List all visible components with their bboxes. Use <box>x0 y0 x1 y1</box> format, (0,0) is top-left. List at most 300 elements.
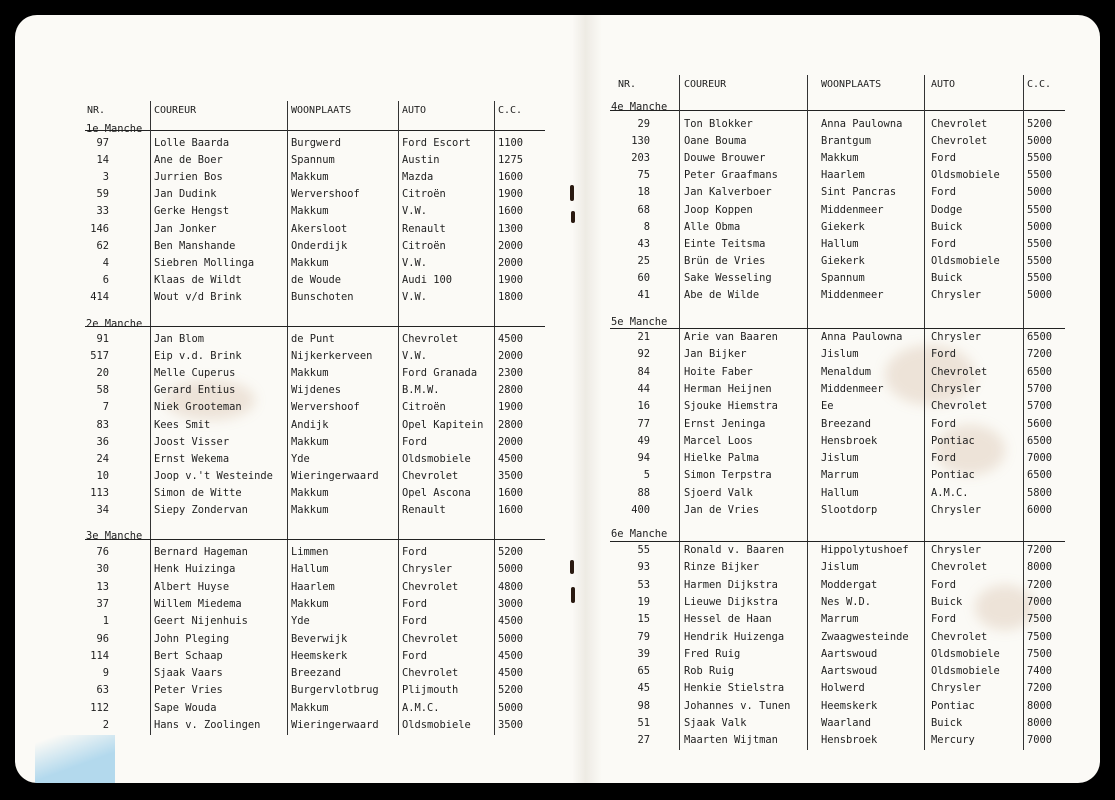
cell-woonplaats: Haarlem <box>291 580 335 593</box>
cell-cc: 5700 <box>1027 382 1053 395</box>
cell-nr: 58 <box>96 384 109 397</box>
cell-coureur: Douwe Brouwer <box>684 152 766 165</box>
cell-cc: 1600 <box>498 504 524 516</box>
cell-coureur: Lolle Baarda <box>154 137 230 149</box>
cell-cc: 1900 <box>498 401 524 414</box>
cell-nr: 63 <box>96 684 109 697</box>
cell-nr: 20 <box>96 367 109 380</box>
cell-nr: 4 <box>102 256 109 269</box>
cell-nr: 24 <box>96 452 109 465</box>
cell-woonplaats: Breezand <box>821 417 872 430</box>
cell-nr: 94 <box>637 452 650 465</box>
cell-cc: 7400 <box>1027 665 1053 678</box>
cell-nr: 9 <box>102 667 109 680</box>
cell-cc: 4800 <box>498 580 524 593</box>
cell-auto: Citroën <box>402 239 446 252</box>
cell-auto: Buick <box>931 595 963 608</box>
cell-cc: 4500 <box>498 615 524 628</box>
cell-nr: 79 <box>637 630 650 643</box>
cell-coureur: Alle Obma <box>684 220 741 233</box>
cell-coureur: Einte Teitsma <box>684 237 766 250</box>
cell-woonplaats: Andijk <box>291 418 329 431</box>
cell-cc: 5700 <box>1027 400 1053 413</box>
cell-nr: 7 <box>102 401 109 414</box>
cell-auto: Audi 100 <box>402 273 453 286</box>
cell-auto: Ford <box>931 452 957 465</box>
cell-coureur: Herman Heijnen <box>684 382 772 395</box>
cell-woonplaats: de Woude <box>291 273 342 286</box>
cell-coureur: Sjaak Valk <box>684 717 747 729</box>
cell-woonplaats: Zwaagwesteinde <box>821 630 909 643</box>
cell-cc: 2800 <box>498 418 524 431</box>
cell-coureur: Hessel de Haan <box>684 613 772 626</box>
cell-auto: Chevrolet <box>402 667 459 680</box>
cell-cc: 5600 <box>1027 417 1053 430</box>
cell-woonplaats: Jislum <box>821 348 859 361</box>
column-divider <box>287 101 288 735</box>
cell-nr: 49 <box>637 434 650 447</box>
cell-auto: Buick <box>931 717 963 729</box>
cell-coureur: Sape Wouda <box>154 701 217 714</box>
cell-woonplaats: Middenmeer <box>821 289 884 301</box>
cell-coureur: Ben Manshande <box>154 239 236 252</box>
cell-woonplaats: Spannum <box>291 154 335 167</box>
cell-auto: Chrysler <box>402 563 453 576</box>
cell-nr: 6 <box>102 273 109 286</box>
cell-coureur: Jan Kalverboer <box>684 186 772 199</box>
cell-auto: Pontiac <box>931 469 975 482</box>
cell-woonplaats: Heemskerk <box>291 649 348 662</box>
cell-coureur: Ernst Wekema <box>154 452 230 465</box>
cell-auto: Oldsmobiele <box>402 719 471 731</box>
cell-cc: 7200 <box>1027 682 1053 695</box>
cell-auto: B.M.W. <box>402 384 440 397</box>
cell-woonplaats: Wervershoof <box>291 401 360 414</box>
cell-woonplaats: Wervershoof <box>291 188 360 201</box>
cell-nr: 29 <box>637 118 650 130</box>
cell-coureur: Sjouke Hiemstra <box>684 400 778 413</box>
cell-nr: 30 <box>96 563 109 576</box>
cell-nr: 91 <box>96 333 109 345</box>
cell-auto: Ford Escort <box>402 137 471 149</box>
cell-auto: V.W. <box>402 290 428 303</box>
cell-nr: 97 <box>96 137 109 149</box>
cell-woonplaats: Makkum <box>291 435 329 448</box>
cell-nr: 76 <box>96 546 109 558</box>
cell-coureur: Jan de Vries <box>684 504 760 516</box>
column-divider <box>1023 75 1024 750</box>
cell-auto: Ford Granada <box>402 367 478 380</box>
cell-woonplaats: Makkum <box>291 701 329 714</box>
cell-coureur: Jan Bijker <box>684 348 747 361</box>
cell-cc: 1600 <box>498 205 524 218</box>
cell-coureur: Joost Visser <box>154 435 230 448</box>
cell-cc: 6000 <box>1027 504 1053 516</box>
cell-woonplaats: Hensbroek <box>821 734 878 747</box>
cell-cc: 5500 <box>1027 237 1053 250</box>
cell-cc: 3500 <box>498 719 524 731</box>
cell-coureur: Rob Ruig <box>684 665 735 678</box>
section-rule <box>85 539 545 540</box>
cell-cc: 8000 <box>1027 561 1053 574</box>
cell-nr: 13 <box>96 580 109 593</box>
cell-coureur: Ronald v. Baaren <box>684 544 785 556</box>
cell-nr: 34 <box>96 504 109 516</box>
cell-woonplaats: Sint Pancras <box>821 186 897 199</box>
cell-cc: 1900 <box>498 273 524 286</box>
cell-woonplaats: Breezand <box>291 667 342 680</box>
cell-auto: Ford <box>402 597 428 610</box>
cell-coureur: Simon Terpstra <box>684 469 772 482</box>
cell-coureur: Ton Blokker <box>684 118 753 130</box>
cell-auto: Chevrolet <box>931 365 988 378</box>
cell-coureur: Rinze Bijker <box>684 561 760 574</box>
cell-nr: 98 <box>637 699 650 712</box>
cell-auto: V.W. <box>402 350 428 363</box>
cell-coureur: Wout v/d Brink <box>154 290 242 303</box>
cell-woonplaats: Nes W.D. <box>821 595 872 608</box>
cell-woonplaats: Marrum <box>821 613 859 626</box>
cell-cc: 5000 <box>1027 289 1053 301</box>
cell-coureur: Hoite Faber <box>684 365 753 378</box>
cell-auto: Chrysler <box>931 682 982 695</box>
cell-auto: Chrysler <box>931 504 982 516</box>
cell-coureur: Abe de Wilde <box>684 289 760 301</box>
column-divider <box>807 75 808 750</box>
cell-cc: 5200 <box>1027 118 1053 130</box>
cell-woonplaats: Wieringerwaard <box>291 469 379 482</box>
cell-cc: 5500 <box>1027 271 1053 284</box>
cell-cc: 1600 <box>498 486 524 499</box>
cell-cc: 5000 <box>1027 135 1053 148</box>
cell-woonplaats: Wijdenes <box>291 384 342 397</box>
cell-woonplaats: Jislum <box>821 561 859 574</box>
cell-woonplaats: Middenmeer <box>821 382 884 395</box>
cell-cc: 1900 <box>498 188 524 201</box>
cell-cc: 5500 <box>1027 152 1053 165</box>
cell-nr: 55 <box>637 544 650 556</box>
cell-coureur: Bernard Hageman <box>154 546 248 558</box>
cell-cc: 1800 <box>498 290 524 303</box>
cell-woonplaats: Limmen <box>291 546 329 558</box>
cell-nr: 114 <box>90 649 109 662</box>
manche-label: 1e Manche <box>86 123 143 135</box>
cell-coureur: Sjaak Vaars <box>154 667 223 680</box>
cell-coureur: Geert Nijenhuis <box>154 615 248 628</box>
cell-coureur: Ane de Boer <box>154 154 223 167</box>
cell-auto: Chevrolet <box>402 469 459 482</box>
cell-auto: Ford <box>931 237 957 250</box>
cell-auto: Mazda <box>402 171 434 184</box>
cell-auto: Plijmouth <box>402 684 459 697</box>
cell-coureur: Jan Dudink <box>154 188 217 201</box>
cell-woonplaats: Slootdorp <box>821 504 878 516</box>
cell-cc: 5500 <box>1027 254 1053 267</box>
cell-auto: Chevrolet <box>931 630 988 643</box>
header-rule <box>85 130 545 131</box>
column-header-cc: C.C. <box>1027 79 1052 90</box>
cell-cc: 6500 <box>1027 331 1053 343</box>
column-header-nr: NR. <box>618 79 637 90</box>
cell-nr: 113 <box>90 486 109 499</box>
cell-cc: 7200 <box>1027 348 1053 361</box>
cell-woonplaats: Haarlem <box>821 169 865 182</box>
cell-nr: 1 <box>102 615 109 628</box>
column-header-woonplaats: WOONPLAATS <box>821 79 882 90</box>
cell-cc: 4500 <box>498 667 524 680</box>
cell-auto: Chevrolet <box>402 580 459 593</box>
cell-woonplaats: de Punt <box>291 333 335 345</box>
cell-cc: 5500 <box>1027 203 1053 216</box>
cell-woonplaats: Makkum <box>821 152 859 165</box>
cell-nr: 60 <box>637 271 650 284</box>
cell-nr: 2 <box>102 719 109 731</box>
left-page <box>15 15 572 783</box>
cell-woonplaats: Yde <box>291 615 310 628</box>
cell-cc: 5200 <box>498 684 524 697</box>
cell-nr: 130 <box>631 135 650 148</box>
cell-auto: Ford <box>402 435 428 448</box>
cell-auto: A.M.C. <box>402 701 440 714</box>
cell-coureur: Albert Huyse <box>154 580 230 593</box>
cell-coureur: Eip v.d. Brink <box>154 350 242 363</box>
cell-cc: 3500 <box>498 469 524 482</box>
manche-label: 2e Manche <box>86 318 143 330</box>
cell-auto: Ford <box>931 348 957 361</box>
cell-woonplaats: Makkum <box>291 256 329 269</box>
cell-nr: 203 <box>631 152 650 165</box>
cell-woonplaats: Brantgum <box>821 135 872 148</box>
cell-nr: 84 <box>637 365 650 378</box>
cell-auto: Ford <box>931 186 957 199</box>
cell-auto: Ford <box>402 546 428 558</box>
cell-coureur: Hans v. Zoolingen <box>154 719 261 731</box>
cell-woonplaats: Makkum <box>291 205 329 218</box>
cell-cc: 3000 <box>498 597 524 610</box>
cell-woonplaats: Hallum <box>821 486 859 499</box>
cell-auto: Ford <box>931 152 957 165</box>
section-rule <box>85 326 545 327</box>
cell-woonplaats: Makkum <box>291 367 329 380</box>
cell-nr: 15 <box>637 613 650 626</box>
cell-coureur: Brün de Vries <box>684 254 766 267</box>
cell-cc: 7000 <box>1027 595 1053 608</box>
column-header-nr: NR. <box>87 105 106 116</box>
right-page <box>572 15 1100 783</box>
cell-nr: 53 <box>637 578 650 591</box>
cell-cc: 5000 <box>498 632 524 645</box>
cell-auto: Oldsmobiele <box>931 647 1000 660</box>
cell-nr: 112 <box>90 701 109 714</box>
cell-coureur: Jan Blom <box>154 333 205 345</box>
cell-auto: Chevrolet <box>931 135 988 148</box>
cell-coureur: Jurrien Bos <box>154 171 223 184</box>
cell-cc: 2000 <box>498 239 524 252</box>
cell-nr: 68 <box>637 203 650 216</box>
document-sheet <box>15 15 1100 783</box>
cell-cc: 2000 <box>498 256 524 269</box>
cell-auto: Oldsmobiele <box>931 665 1000 678</box>
cell-coureur: Niek Grooteman <box>154 401 242 414</box>
cell-woonplaats: Giekerk <box>821 220 865 233</box>
cell-cc: 8000 <box>1027 699 1053 712</box>
cell-coureur: Hendrik Huizenga <box>684 630 785 643</box>
cell-coureur: Siebren Mollinga <box>154 256 255 269</box>
cell-woonplaats: Jislum <box>821 452 859 465</box>
cell-cc: 2800 <box>498 384 524 397</box>
cell-auto: Chrysler <box>931 382 982 395</box>
cell-auto: Chevrolet <box>402 632 459 645</box>
cell-coureur: Willem Miedema <box>154 597 242 610</box>
cell-nr: 62 <box>96 239 109 252</box>
cell-nr: 45 <box>637 682 650 695</box>
cell-auto: V.W. <box>402 256 428 269</box>
cell-coureur: Harmen Dijkstra <box>684 578 778 591</box>
cell-auto: Opel Ascona <box>402 486 471 499</box>
cell-nr: 77 <box>637 417 650 430</box>
cell-cc: 7500 <box>1027 630 1053 643</box>
cell-woonplaats: Beverwijk <box>291 632 348 645</box>
cell-auto: Pontiac <box>931 699 975 712</box>
column-divider <box>679 75 680 750</box>
cell-woonplaats: Marrum <box>821 469 859 482</box>
cell-coureur: Simon de Witte <box>154 486 242 499</box>
cell-nr: 400 <box>631 504 650 516</box>
cell-auto: Chevrolet <box>931 118 988 130</box>
cell-nr: 146 <box>90 222 109 235</box>
cell-nr: 18 <box>637 186 650 199</box>
cell-woonplaats: Aartswoud <box>821 647 878 660</box>
manche-label: 4e Manche <box>611 101 668 113</box>
cell-auto: Ford <box>931 578 957 591</box>
cell-auto: Oldsmobiele <box>931 169 1000 182</box>
cell-auto: Ford <box>931 613 957 626</box>
cell-auto: Buick <box>931 271 963 284</box>
cell-cc: 5000 <box>498 701 524 714</box>
cell-cc: 1600 <box>498 171 524 184</box>
cell-nr: 37 <box>96 597 109 610</box>
cell-nr: 43 <box>637 237 650 250</box>
column-divider <box>924 75 925 750</box>
cell-cc: 5000 <box>1027 220 1053 233</box>
column-header-woonplaats: WOONPLAATS <box>291 105 352 116</box>
cell-cc: 4500 <box>498 452 524 465</box>
section-rule <box>610 541 1065 542</box>
cell-cc: 5000 <box>1027 186 1053 199</box>
cell-cc: 7000 <box>1027 734 1053 747</box>
cell-cc: 5800 <box>1027 486 1053 499</box>
cell-cc: 1300 <box>498 222 524 235</box>
cell-coureur: Joop Koppen <box>684 203 753 216</box>
cell-auto: Ford <box>931 417 957 430</box>
cell-coureur: Klaas de Wildt <box>154 273 242 286</box>
cell-nr: 8 <box>643 220 650 233</box>
cell-nr: 39 <box>637 647 650 660</box>
cell-cc: 4500 <box>498 333 524 345</box>
cell-woonplaats: Yde <box>291 452 310 465</box>
cell-coureur: Lieuwe Dijkstra <box>684 595 778 608</box>
cell-coureur: Maarten Wijtman <box>684 734 778 747</box>
cell-woonplaats: Onderdijk <box>291 239 348 252</box>
cell-auto: Dodge <box>931 203 963 216</box>
cell-woonplaats: Nijkerkerveen <box>291 350 373 363</box>
cell-auto: V.W. <box>402 205 428 218</box>
cell-coureur: Arie van Baaren <box>684 331 778 343</box>
cell-nr: 16 <box>637 400 650 413</box>
cell-nr: 59 <box>96 188 109 201</box>
cell-nr: 36 <box>96 435 109 448</box>
cell-woonplaats: Akersloot <box>291 222 348 235</box>
cell-coureur: Sjoerd Valk <box>684 486 753 499</box>
cell-cc: 2300 <box>498 367 524 380</box>
cell-cc: 6500 <box>1027 434 1053 447</box>
cell-cc: 7500 <box>1027 647 1053 660</box>
cell-woonplaats: Holwerd <box>821 682 865 695</box>
cell-coureur: Ernst Jeninga <box>684 417 766 430</box>
cell-nr: 83 <box>96 418 109 431</box>
cell-woonplaats: Hippolytushoef <box>821 544 909 556</box>
cell-coureur: Sake Wesseling <box>684 271 772 284</box>
column-divider <box>150 101 151 735</box>
cell-coureur: Jan Jonker <box>154 222 217 235</box>
cell-cc: 6500 <box>1027 365 1053 378</box>
column-header-auto: AUTO <box>402 105 427 116</box>
cell-auto: Oldsmobiele <box>931 254 1000 267</box>
cell-coureur: Hielke Palma <box>684 452 760 465</box>
column-header-cc: C.C. <box>498 105 523 116</box>
cell-woonplaats: Hallum <box>291 563 329 576</box>
cell-coureur: Johannes v. Tunen <box>684 699 791 712</box>
cell-nr: 88 <box>637 486 650 499</box>
cell-auto: Chevrolet <box>931 561 988 574</box>
cell-cc: 5500 <box>1027 169 1053 182</box>
cell-coureur: Peter Vries <box>154 684 223 697</box>
cell-auto: Buick <box>931 220 963 233</box>
cell-cc: 7200 <box>1027 578 1053 591</box>
cell-coureur: Oane Bouma <box>684 135 747 148</box>
cell-cc: 8000 <box>1027 717 1053 729</box>
cell-auto: Citroën <box>402 188 446 201</box>
cell-cc: 1275 <box>498 154 524 167</box>
cell-woonplaats: Makkum <box>291 486 329 499</box>
cell-auto: Oldsmobiele <box>402 452 471 465</box>
cell-nr: 92 <box>637 348 650 361</box>
manche-label: 6e Manche <box>611 528 668 540</box>
manche-label: 5e Manche <box>611 316 668 328</box>
cell-nr: 75 <box>637 169 650 182</box>
cell-nr: 19 <box>637 595 650 608</box>
cell-auto: Citroën <box>402 401 446 414</box>
cell-auto: Pontiac <box>931 434 975 447</box>
cell-nr: 41 <box>637 289 650 301</box>
cell-woonplaats: Makkum <box>291 504 329 516</box>
cell-auto: Chrysler <box>931 289 982 301</box>
cell-nr: 21 <box>637 331 650 343</box>
cell-nr: 5 <box>643 469 650 482</box>
cell-coureur: Joop v.'t Westeinde <box>154 469 273 482</box>
cell-woonplaats: Hallum <box>821 237 859 250</box>
cell-woonplaats: Giekerk <box>821 254 865 267</box>
cell-coureur: Henk Huizinga <box>154 563 236 576</box>
cell-nr: 517 <box>90 350 109 363</box>
cell-nr: 44 <box>637 382 650 395</box>
cell-nr: 3 <box>102 171 109 184</box>
cell-woonplaats: Makkum <box>291 597 329 610</box>
cell-auto: Austin <box>402 154 440 167</box>
cell-woonplaats: Spannum <box>821 271 865 284</box>
cell-woonplaats: Aartswoud <box>821 665 878 678</box>
cell-coureur: John Pleging <box>154 632 230 645</box>
